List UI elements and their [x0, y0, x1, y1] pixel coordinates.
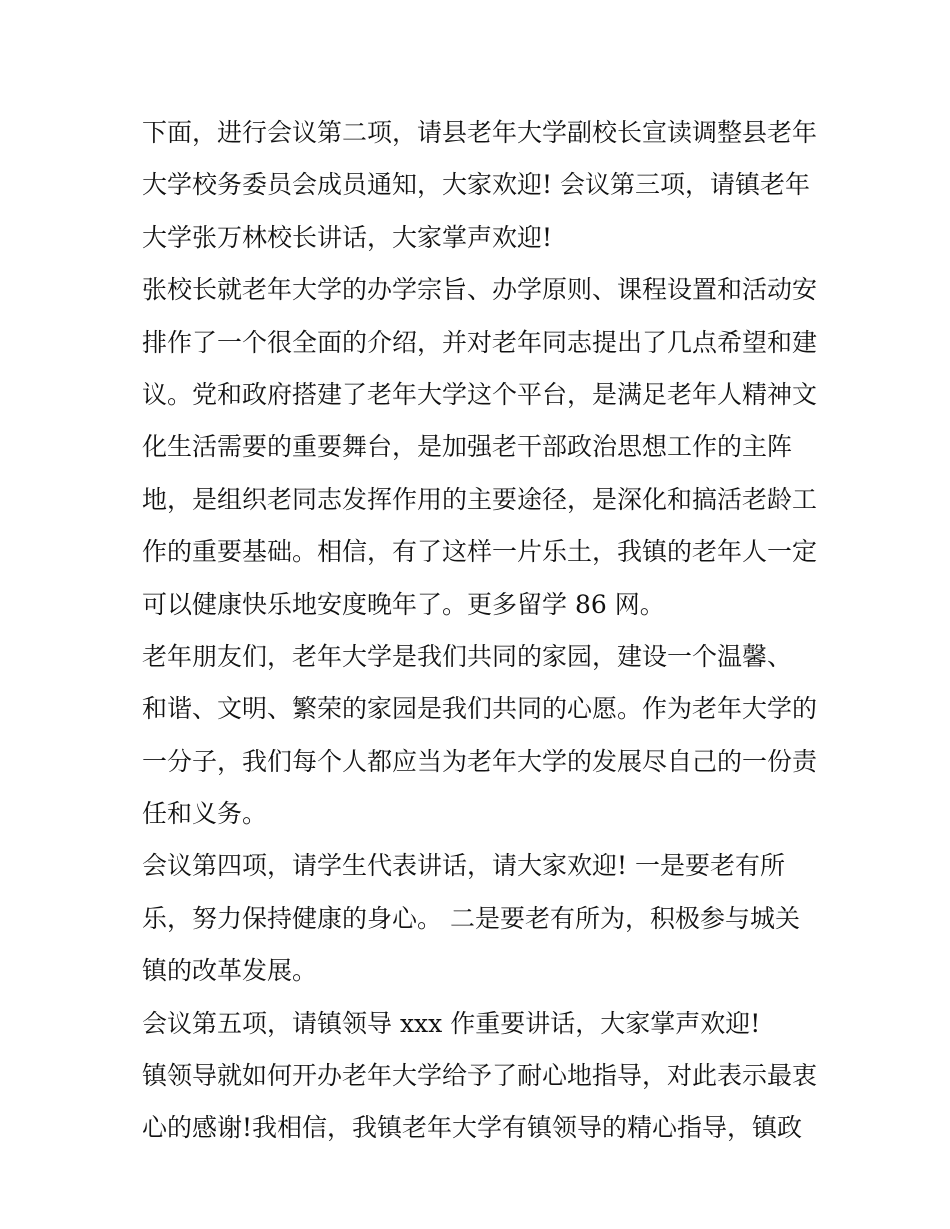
text-line: 心的感谢!我相信，我镇老年大学有镇领导的精心指导，镇政	[142, 1113, 803, 1143]
text-line: 老年朋友们，老年大学是我们共同的家园，建设一个温馨、	[142, 641, 793, 671]
text-line: 和谐、文明、繁荣的家园是我们共同的心愿。作为老年大学的	[142, 694, 818, 724]
text-line: 地，是组织老同志发挥作用的主要途径，是深化和搞活老龄工	[142, 484, 818, 514]
text-line: 大学张万林校长讲话，大家掌声欢迎!	[142, 222, 553, 252]
text-line: 化生活需要的重要舞台，是加强老干部政治思想工作的主阵	[142, 432, 793, 462]
text-line: 乐，努力保持健康的身心。 二是要老有所为，积极参与城关	[142, 903, 800, 933]
text-line: 作的重要基础。相信，有了这样一片乐土，我镇的老年人一定	[142, 537, 818, 567]
text-line: 镇的改革发展。	[142, 956, 318, 986]
text-line: 张校长就老年大学的办学宗旨、办学原则、课程设置和活动安	[142, 275, 818, 305]
text-line: 下面，进行会议第二项，请县老年大学副校长宣读调整县老年	[142, 118, 818, 147]
text-line: 议。党和政府搭建了老年大学这个平台，是满足老年人精神文	[142, 379, 818, 409]
text-line: 可以健康快乐地安度晚年了。更多留学 86 网。	[142, 589, 665, 619]
text-line: 一分子，我们每个人都应当为老年大学的发展尽自己的一份责	[142, 746, 818, 776]
text-line: 会议第四项，请学生代表讲话，请大家欢迎! 一是要老有所	[142, 851, 785, 881]
text-line: 镇领导就如何开办老年大学给予了耐心地指导，对此表示最衷	[142, 1061, 818, 1091]
text-line: 排作了一个很全面的介绍，并对老年同志提出了几点希望和建	[142, 327, 818, 357]
text-line: 会议第五项，请镇领导 xxx 作重要讲话，大家掌声欢迎!	[142, 1008, 761, 1038]
text-line: 任和义务。	[142, 799, 268, 829]
text-line: 大学校务委员会成员通知，大家欢迎! 会议第三项，请镇老年	[142, 170, 810, 200]
document-body	[142, 107, 822, 1155]
